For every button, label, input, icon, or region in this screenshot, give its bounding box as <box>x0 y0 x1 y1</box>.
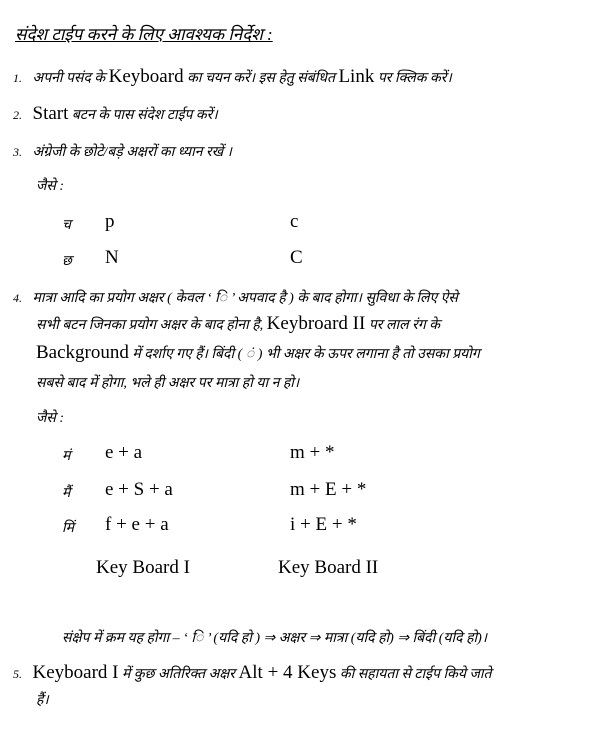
key: p <box>105 211 115 232</box>
item-number: 2. <box>13 108 22 122</box>
text: पर क्लिक करें। <box>374 71 452 86</box>
page-title: संदेश टाईप करने के लिए आवश्यक निर्देश : <box>15 25 273 44</box>
key-sequence-kb1: f + e + a <box>105 514 169 535</box>
item-number: 5. <box>13 667 22 681</box>
instruction-5-line-2: हैं। <box>36 693 49 708</box>
text: अंग्रेजी के छोटे/बड़े अक्षरों का ध्यान रखें । <box>32 145 232 160</box>
summary-text: संक्षेप में क्रम यह होगा – ‘ ि ’ (यदि हो ) ⇒ अक्षर ⇒ मात्रा (यदि हो) ⇒ बिंदी (यदि हो)। <box>62 631 488 646</box>
text: पर लाल रंग के <box>365 318 440 333</box>
item-number: 1. <box>13 71 22 85</box>
text: Keyboard <box>108 66 184 87</box>
instruction-4-line-1 <box>13 288 458 307</box>
key-sequence-kb2: m + E + * <box>290 479 367 500</box>
text: में दर्शाए गए हैं। बिंदी ( ं ) भी अक्षर के ऊपर लगाना है तो उसका प्रयोग <box>128 347 480 362</box>
example-label: जैसे : <box>36 411 65 426</box>
text: Keyboard I <box>32 662 119 683</box>
hindi-char: मैं <box>62 486 71 501</box>
instruction-2 <box>13 103 218 125</box>
hindi-char: च <box>62 218 71 233</box>
text: की सहायता से टाईप किये जाते <box>336 667 492 682</box>
key-sequence-kb2: i + E + * <box>290 514 357 535</box>
instruction-5 <box>13 662 491 684</box>
text: Link <box>338 66 375 87</box>
instruction-4-line-2 <box>36 313 440 335</box>
keyboard-2-label: Key Board II <box>278 557 379 578</box>
text: सभी बटन जिनका प्रयोग अक्षर के बाद होना है, <box>36 318 267 333</box>
text: बटन के पास संदेश टाईप करें। <box>68 108 218 123</box>
instruction-4-line-4: सबसे बाद में होगा, भले ही अक्षर पर मात्रा हो या न हो। <box>36 376 300 391</box>
text: Alt + 4 Keys <box>238 662 337 683</box>
instruction-4-line-3 <box>36 342 480 364</box>
key: c <box>290 211 299 232</box>
text: अपनी पसंद के <box>32 71 109 86</box>
text: Start <box>32 103 69 124</box>
key-sequence-kb1: e + a <box>105 442 143 463</box>
item-number: 4. <box>13 291 22 305</box>
hindi-char: मं <box>62 449 71 464</box>
example-label: जैसे : <box>36 179 65 194</box>
key-sequence-kb2: m + * <box>290 442 335 463</box>
item-number: 3. <box>13 145 22 159</box>
keyboard-1-label: Key Board I <box>96 557 190 578</box>
text: मात्रा आदि का प्रयोग अक्षर ( केवल ‘ ि ’ अपवाद है ) के बाद होगा। सुविधा के लिए ऐसे <box>32 291 458 306</box>
text: Keybroard II <box>266 313 366 334</box>
key-sequence-kb1: e + S + a <box>105 479 173 500</box>
key: N <box>105 247 119 268</box>
instruction-1 <box>13 66 452 88</box>
key: C <box>290 247 303 268</box>
hindi-char: मिं <box>62 521 74 536</box>
instruction-3 <box>13 142 232 161</box>
text: में कुछ अतिरिक्त अक्षर <box>118 667 239 682</box>
hindi-char: छ <box>62 254 72 269</box>
text: Background <box>36 342 129 363</box>
text: का चयन करें। इस हेतु संबंधित <box>183 71 339 86</box>
